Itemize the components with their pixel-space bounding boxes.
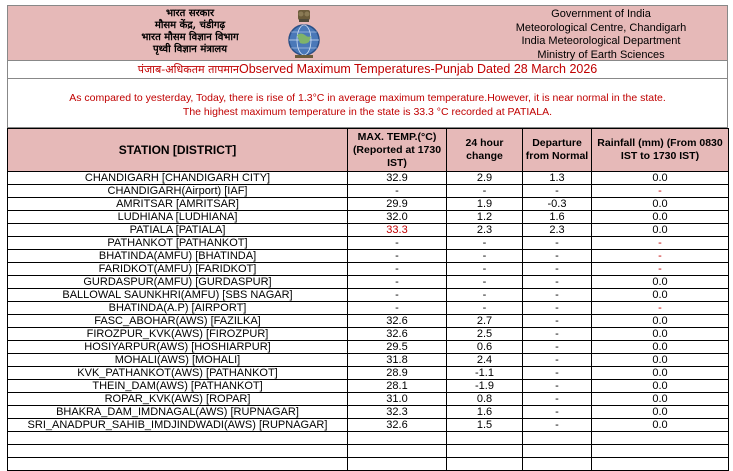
table-row [8,341,729,354]
cell-station: BHAKRA_DAM_IMDNAGAL(AWS) [RUPNAGAR] [8,406,348,419]
cell-dep: - [523,276,592,289]
cell-station: LUDHIANA [LUDHIANA] [8,211,348,224]
table-row [8,315,729,328]
cell-change: 0.8 [447,393,523,406]
empty-cell [523,445,592,458]
cell-station: PATHANKOT [PATHANKOT] [8,237,348,250]
empty-cell [447,445,523,458]
cell-max: - [348,302,447,315]
cell-change: - [447,185,523,198]
table-row [8,185,729,198]
cell-station: ROPAR_KVK(AWS) [ROPAR] [8,393,348,406]
title-hindi: पंजाब-अधिकतम तापमान [137,63,239,76]
table-row [8,393,729,406]
table-row [8,289,729,302]
cell-max: 32.6 [348,328,447,341]
cell-change: 1.2 [447,211,523,224]
cell-dep: - [523,367,592,380]
cell-change: - [447,237,523,250]
cell-rain: - [592,237,729,250]
cell-dep: - [523,250,592,263]
empty-cell [8,445,348,458]
org-line-3: India Meteorological Department [521,35,681,47]
cell-max: 28.9 [348,367,447,380]
table-row [8,198,729,211]
cell-change: 2.4 [447,354,523,367]
cell-dep: - [523,354,592,367]
cell-change: - [447,250,523,263]
page-header [7,5,728,61]
table-header-row [8,129,729,172]
cell-rain: 0.0 [592,419,729,432]
cell-rain: 0.0 [592,328,729,341]
table-row [8,237,729,250]
empty-cell [447,432,523,445]
cell-dep: 2.3 [523,224,592,237]
cell-dep: - [523,393,592,406]
cell-change: - [447,276,523,289]
table-row [8,367,729,380]
table-row [8,354,729,367]
cell-station: CHANDIGARH [CHANDIGARH CITY] [8,172,348,185]
cell-max: 28.1 [348,380,447,393]
cell-dep: 1.6 [523,211,592,224]
table-row [8,302,729,315]
table-row [8,211,729,224]
empty-cell [592,445,729,458]
cell-change: 0.6 [447,341,523,354]
cell-max: - [348,250,447,263]
header-max-temp: MAX. TEMP.(°C) (Reported at 1730 IST) [348,129,447,172]
cell-rain: 0.0 [592,211,729,224]
table-row [8,419,729,432]
cell-dep: - [523,302,592,315]
cell-dep: -0.3 [523,198,592,211]
cell-change: 2.9 [447,172,523,185]
header-rainfall: Rainfall (mm) (From 0830 IST to 1730 IST) [592,129,729,172]
cell-rain: 0.0 [592,276,729,289]
cell-change: 2.7 [447,315,523,328]
summary-box [7,79,728,128]
globe-emblem-icon [284,9,324,59]
cell-rain: - [592,302,729,315]
cell-change: 1.6 [447,406,523,419]
table-row [8,276,729,289]
hindi-org-block [120,8,260,56]
empty-cell [348,445,447,458]
cell-station: FASC_ABOHAR(AWS) [FAZILKA] [8,315,348,328]
table-body [8,172,729,471]
cell-station: MOHALI(AWS) [MOHALI] [8,354,348,367]
table-row [8,263,729,276]
empty-cell [8,432,348,445]
cell-max: 32.9 [348,172,447,185]
header-station: STATION [DISTRICT] [8,129,348,172]
cell-dep: - [523,406,592,419]
cell-rain: 0.0 [592,406,729,419]
summary-line-2: The highest maximum temperature in the state is 33.3 °C recorded at PATIALA. [182,106,553,118]
cell-station: FARIDKOT(AMFU) [FARIDKOT] [8,263,348,276]
cell-max: 29.9 [348,198,447,211]
hindi-line-1: भारत सरकार [165,8,215,19]
cell-max: - [348,237,447,250]
cell-max: 31.8 [348,354,447,367]
english-org-block [481,8,721,62]
cell-dep: - [523,315,592,328]
cell-station: GURDASPUR(AMFU) [GURDASPUR] [8,276,348,289]
cell-change: 1.5 [447,419,523,432]
summary-line-1: As compared to yesterday, Today, there is rise of 1.3°C in average maximum temperature.However, it is near normal in the state. [69,92,666,104]
hindi-line-2: मौसम केंद्र, चंडीगढ़ [154,20,226,31]
empty-cell [348,432,447,445]
cell-change: 1.9 [447,198,523,211]
cell-max: 33.3 [348,224,447,237]
cell-rain: - [592,263,729,276]
org-line-1: Government of India [551,8,651,20]
cell-change: - [447,289,523,302]
cell-dep: - [523,263,592,276]
empty-row [8,445,729,458]
cell-dep: - [523,289,592,302]
cell-station: PATIALA [PATIALA] [8,224,348,237]
cell-max: 32.0 [348,211,447,224]
cell-dep: 1.3 [523,172,592,185]
cell-dep: - [523,380,592,393]
cell-rain: 0.0 [592,289,729,302]
cell-station: THEIN_DAM(AWS) [PATHANKOT] [8,380,348,393]
cell-station: BALLOWAL SAUNKHRI(AMFU) [SBS NAGAR] [8,289,348,302]
title-english: Observed Maximum Temperatures-Punjab Dated 28 March 2026 [238,62,598,76]
table-row [8,224,729,237]
cell-rain: 0.0 [592,224,729,237]
cell-change: 2.3 [447,224,523,237]
cell-max: 31.0 [348,393,447,406]
cell-change: 2.5 [447,328,523,341]
cell-rain: 0.0 [592,341,729,354]
cell-max: 32.6 [348,315,447,328]
cell-dep: - [523,328,592,341]
cell-station: SRI_ANADPUR_SAHIB_IMDJINDWADI(AWS) [RUPNAGAR] [8,419,348,432]
cell-rain: 0.0 [592,198,729,211]
cell-max: 32.6 [348,419,447,432]
cell-rain: 0.0 [592,393,729,406]
cell-max: - [348,276,447,289]
cell-station: HOSIYARPUR(AWS) [HOSHIARPUR] [8,341,348,354]
cell-change: - [447,302,523,315]
cell-change: - [447,263,523,276]
cell-dep: - [523,341,592,354]
cell-station: AMRITSAR [AMRITSAR] [8,198,348,211]
empty-row [8,432,729,445]
cell-station: FIROZPUR_KVK(AWS) [FIROZPUR] [8,328,348,341]
cell-station: BHATINDA(AMFU) [BHATINDA] [8,250,348,263]
org-line-4: Ministry of Earth Sciences [537,48,665,61]
cell-rain: 0.0 [592,380,729,393]
hindi-line-4: पृथ्वी विज्ञान मंत्रालय [152,44,228,55]
cell-station: BHATINDA(A.P) [AIRPORT] [8,302,348,315]
table-row [8,172,729,185]
cell-dep: - [523,237,592,250]
cell-dep: - [523,185,592,198]
table-row [8,328,729,341]
table-row [8,250,729,263]
cell-max: - [348,289,447,302]
cell-dep: - [523,419,592,432]
cell-change: -1.9 [447,380,523,393]
cell-max: - [348,263,447,276]
table-row [8,380,729,393]
table-row [8,406,729,419]
cell-rain: 0.0 [592,354,729,367]
empty-cell [592,432,729,445]
header-departure: Departure from Normal [523,129,592,172]
cell-change: -1.1 [447,367,523,380]
org-line-2: Meteorological Centre, Chandigarh [515,21,687,34]
cell-station: CHANDIGARH(Airport) [IAF] [8,185,348,198]
report-title [7,61,728,79]
cell-max: - [348,185,447,198]
cell-rain: 0.0 [592,172,729,185]
cell-rain: 0.0 [592,367,729,380]
temperature-table [7,128,729,471]
cell-station: KVK_PATHANKOT(AWS) [PATHANKOT] [8,367,348,380]
cell-rain: - [592,250,729,263]
hindi-line-3: भारत मौसम विज्ञान विभाग [141,32,239,43]
cell-rain: - [592,185,729,198]
cell-rain: 0.0 [592,315,729,328]
empty-cell [523,432,592,445]
cell-max: 29.5 [348,341,447,354]
header-change: 24 hour change [447,129,523,172]
cell-max: 32.3 [348,406,447,419]
